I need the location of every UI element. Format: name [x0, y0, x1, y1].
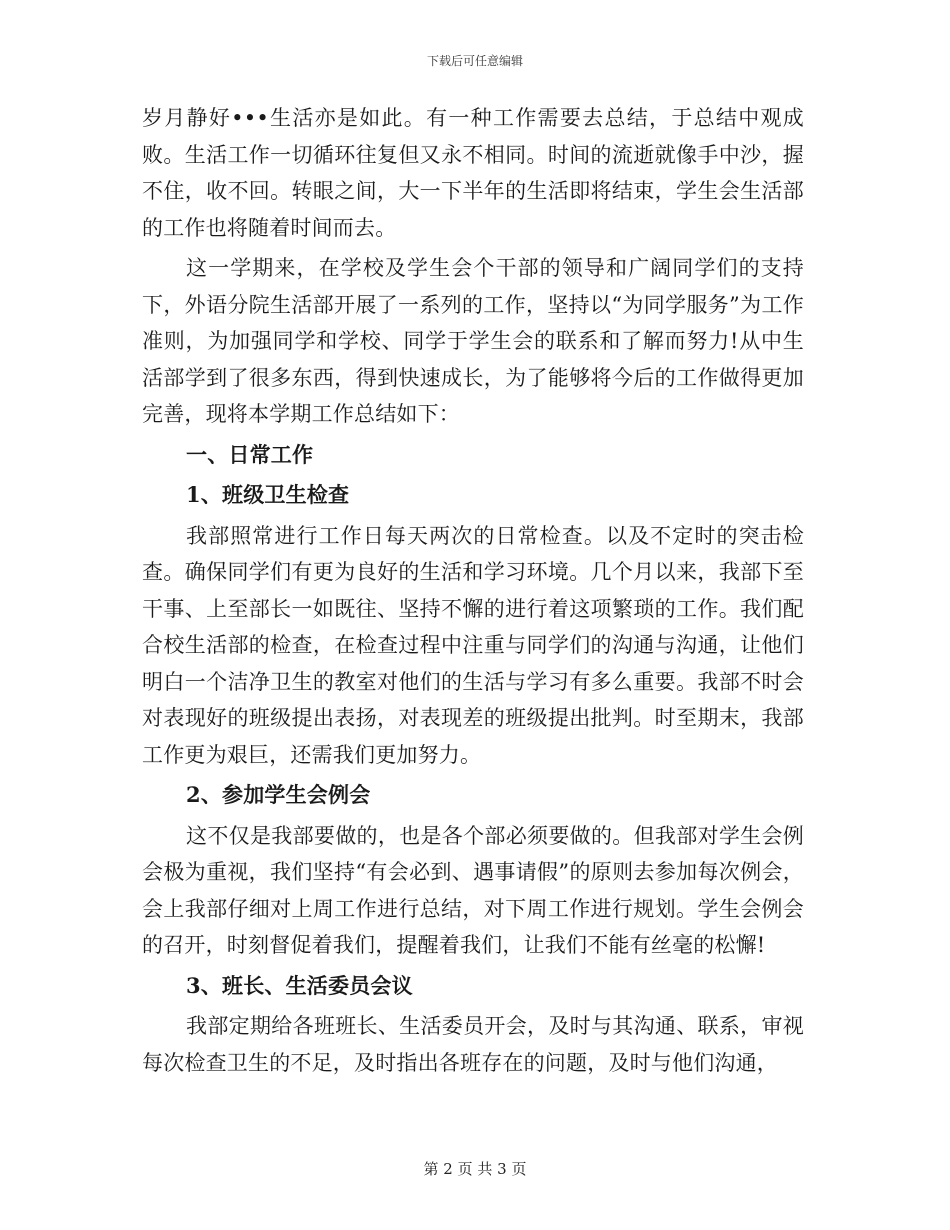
page-header: 下载后可任意编辑 [426, 54, 523, 68]
subheading-student-union-meeting: 2、参加学生会例会 [186, 782, 371, 807]
subheading-monitor-meeting: 3、班长、生活委员会议 [186, 972, 413, 998]
page-footer: 第 2 页 共 3 页 [423, 1160, 527, 1178]
intro-paragraph: 岁月静好•••生活亦是如此。有一种工作需要去总结，于总结中观成败。生活工作一切循环往复但又永不相同。时间的流逝就像手中沙，握不住，收不回。转眼之间，大一下半年的生活即将结束，学生会生活部的工作也将随着时间而去。 [142, 106, 804, 240]
document-body [142, 100, 804, 1085]
subheading-class-hygiene-check: 1、班级卫生检查 [186, 482, 350, 507]
union-meeting-paragraph: 这不仅是我部要做的，也是各个部必须要做的。但我部对学生会例会极为重视，我们坚持“有会必到、遇事请假”的原则去参加每次例会，会上我部仔细对上周工作进行总结，对下周工作进行规划。学生会例会的召开，时刻督促着我们，提醒着我们，让我们不能有丝毫的松懈! [142, 823, 804, 957]
hygiene-check-paragraph: 我部照常进行工作日每天两次的日常检查。以及不定时的突击检查。确保同学们有更为良好的生活和学习环境。几个月以来，我部下至干事、上至部长一如既往、坚持不懈的进行着这项繁琐的工作。我们配合校生活部的检查，在检查过程中注重与同学们的沟通与沟通，让他们明白一个洁净卫生的教室对他们的生活与学习有多么重要。我部不时会对表现好的班级提出表扬，对表现差的班级提出批判。时至期末，我部工作更为艰巨，还需我们更加努力。 [142, 523, 804, 767]
section-heading-daily-work: 一、日常工作 [186, 441, 314, 467]
monitor-meeting-paragraph: 我部定期给各班班长、生活委员开会，及时与其沟通、联系，审视每次检查卫生的不足，及时指出各班存在的问题，及时与他们沟通， [142, 1014, 804, 1075]
overview-paragraph: 这一学期来，在学校及学生会个干部的领导和广阔同学们的支持下，外语分院生活部开展了一系列的工作，坚持以“为同学服务”为工作准则，为加强同学和学校、同学于学生会的联系和了解而努力!从中生活部学到了很多东西，得到快速成长，为了能够将今后的工作做得更加完善，现将本学期工作总结如下： [142, 256, 804, 426]
